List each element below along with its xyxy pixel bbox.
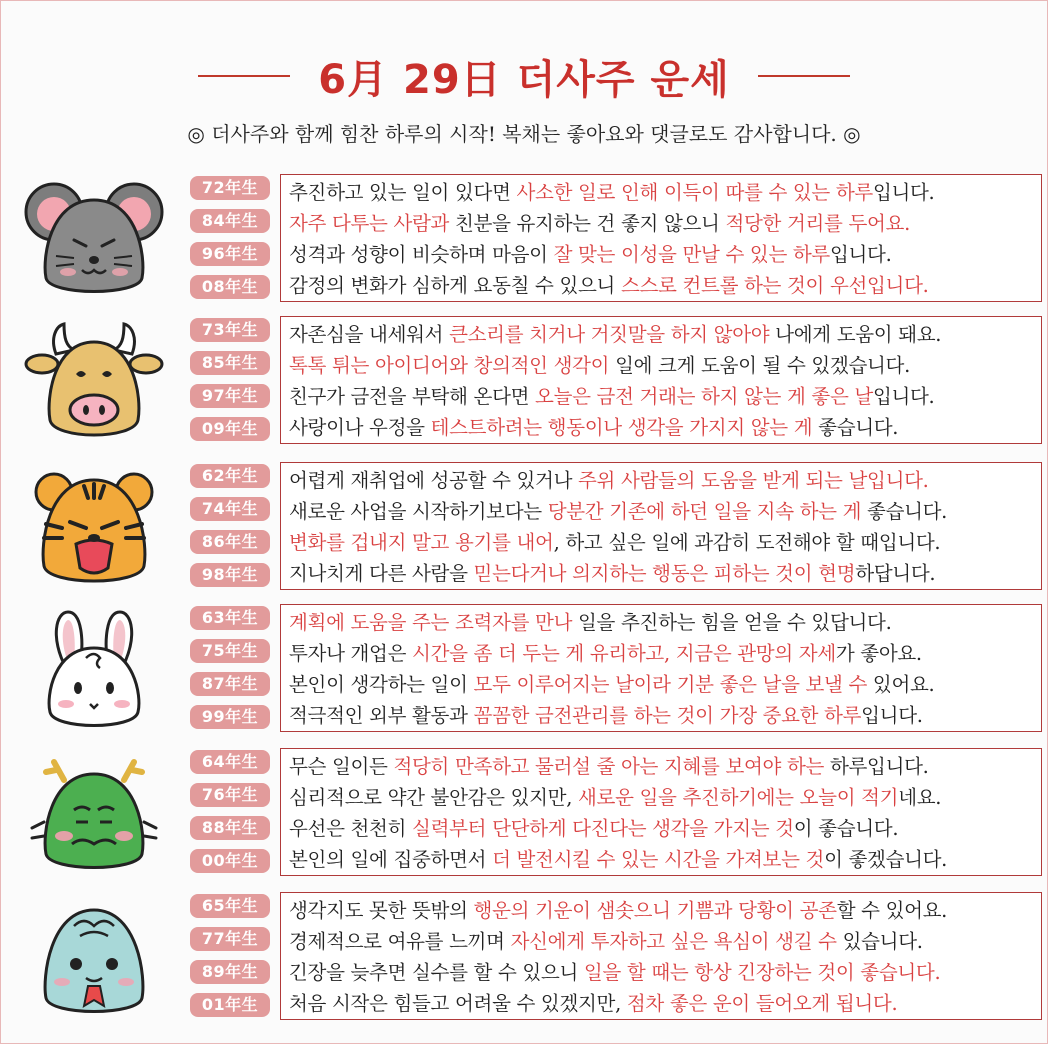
plain-text: 투자나 개업은 [289, 642, 413, 665]
tiger-icon [20, 466, 168, 590]
year-badge: 63年生 [190, 606, 270, 630]
highlight-text: 스스로 컨트롤 하는 것이 우선입니다. [620, 274, 929, 297]
fortune-line [289, 926, 1041, 957]
highlight-text: 변화를 겁내지 말고 용기를 내어 [289, 531, 554, 554]
highlight-text: 실력부터 단단하게 다진다는 생각을 가지는 것 [412, 817, 794, 840]
plain-text: 할 수 있어요. [836, 899, 948, 922]
plain-text: 경제적으로 여유를 느끼며 [289, 930, 511, 953]
year-badge: 64年生 [190, 750, 270, 774]
fortune-box [280, 604, 1042, 732]
fortune-line [289, 381, 1041, 412]
fortune-line [289, 607, 1041, 638]
plain-text: 있어요. [867, 673, 935, 696]
fortune-group [0, 604, 1048, 736]
highlight-text: 일을 할 때는 항상 긴장하는 것이 좋습니다. [583, 961, 941, 984]
plain-text: 입니다. [829, 243, 892, 266]
plain-text: 적극적인 외부 활동과 [289, 704, 474, 727]
year-badge: 08年生 [190, 275, 270, 299]
plain-text: 하루입니다. [824, 755, 929, 778]
plain-text: 입니다. [861, 704, 923, 727]
plain-text: 이 좋습니다. [793, 817, 899, 840]
plain-text: 입니다. [872, 385, 935, 408]
plain-text: 사랑이나 우정을 [289, 416, 431, 439]
title-rule-left [198, 75, 290, 77]
year-badge: 01年生 [190, 993, 270, 1017]
fortune-line [289, 669, 1041, 700]
plain-text: 심리적으로 약간 불안감은 있지만, [289, 786, 579, 809]
year-badge: 96年生 [190, 242, 270, 266]
fortune-box [280, 748, 1042, 876]
plain-text: 가 좋아요. [835, 642, 922, 665]
year-badge: 87年生 [190, 672, 270, 696]
year-badges [190, 176, 270, 308]
fortune-line [289, 208, 1041, 239]
plain-text: 이 좋겠습니다. [824, 848, 948, 871]
year-badge: 62年生 [190, 464, 270, 488]
highlight-text: 적당한 거리를 두어요. [725, 212, 910, 235]
fortune-line [289, 412, 1041, 443]
fortune-group [0, 748, 1048, 880]
year-badges [190, 318, 270, 450]
highlight-text: 시간을 좀 더 두는 게 유리하고, 지금은 관망의 자세 [412, 642, 836, 665]
plain-text: 새로운 사업을 시작하기보다는 [289, 500, 548, 523]
plain-text: 어렵게 재취업에 성공할 수 있거나 [289, 469, 579, 492]
fortune-line [289, 177, 1041, 208]
title-rule-right [758, 75, 850, 77]
highlight-text: 자신에게 투자하고 싶은 욕심이 생길 수 [510, 930, 837, 953]
highlight-text: 행운의 기운이 샘솟으니 기쁨과 당황이 공존 [473, 899, 837, 922]
year-badge: 88年生 [190, 816, 270, 840]
year-badges [190, 750, 270, 882]
fortune-group [0, 174, 1048, 306]
plain-text: 일을 추진하는 힘을 얻을 수 있답니다. [572, 611, 892, 634]
highlight-text: 큰소리를 치거나 거짓말을 하지 않아야 [449, 323, 770, 346]
highlight-text: 모두 이루어지는 날이라 기분 좋은 날을 보낼 수 [473, 673, 868, 696]
highlight-text: 주위 사람들의 도움을 받게 되는 날입니다. [578, 469, 929, 492]
plain-text: 자존심을 내세워서 [289, 323, 450, 346]
title-row [0, 44, 1048, 108]
fortune-line [289, 813, 1041, 844]
plain-text: 긴장을 늦추면 실수를 할 수 있으니 [289, 961, 584, 984]
plain-text: , 하고 싶은 일에 과감히 도전해야 할 때입니다. [553, 531, 941, 554]
fortune-line [289, 751, 1041, 782]
highlight-text: 톡톡 튀는 아이디어와 창의적인 생각이 [289, 354, 610, 377]
fortune-line [289, 895, 1041, 926]
fortune-line [289, 638, 1041, 669]
year-badge: 98年生 [190, 563, 270, 587]
plain-text: 성격과 성향이 비슷하며 마음이 [289, 243, 554, 266]
fortune-box [280, 892, 1042, 1020]
highlight-text: 새로운 일을 추진하기에는 오늘이 적기 [578, 786, 899, 809]
plain-text: 친구가 금전을 부탁해 온다면 [289, 385, 536, 408]
page-title: 6月 29日 더사주 운세 [318, 56, 730, 103]
fortune-line [289, 270, 1041, 301]
fortune-line [289, 527, 1041, 558]
plain-text: 입니다. [872, 181, 935, 204]
year-badges [190, 606, 270, 738]
plain-text: 좋습니다. [812, 416, 899, 439]
year-badge: 84年生 [190, 209, 270, 233]
fortune-line [289, 782, 1041, 813]
highlight-text: 사소한 일로 인해 이득이 따를 수 있는 하루 [516, 181, 873, 204]
year-badge: 75年生 [190, 639, 270, 663]
fortune-line [289, 239, 1041, 270]
year-badge: 77年生 [190, 927, 270, 951]
highlight-text: 자주 다투는 사람과 [289, 212, 450, 235]
fortune-line [289, 350, 1041, 381]
year-badges [190, 464, 270, 596]
plain-text: 있습니다. [836, 930, 923, 953]
plain-text: 본인의 일에 집중하면서 [289, 848, 493, 871]
year-badge: 73年生 [190, 318, 270, 342]
highlight-text: 계획에 도움을 주는 조력자를 만나 [289, 611, 573, 634]
fortune-line [289, 844, 1041, 875]
highlight-text: 적당히 만족하고 물러설 줄 아는 지혜를 보여야 하는 [393, 755, 825, 778]
year-badge: 00年生 [190, 849, 270, 873]
plain-text: 추진하고 있는 일이 있다면 [289, 181, 517, 204]
fortune-box [280, 316, 1042, 444]
year-badge: 97年生 [190, 384, 270, 408]
year-badges [190, 894, 270, 1026]
year-badge: 74年生 [190, 497, 270, 521]
fortune-line [289, 957, 1041, 988]
plain-text: 친분을 유지하는 건 좋지 않으니 [449, 212, 726, 235]
plain-text: 무슨 일이든 [289, 755, 394, 778]
plain-text: 네요. [898, 786, 942, 809]
highlight-text: 테스트하려는 행동이나 생각을 가지지 않는 게 [430, 416, 813, 439]
year-badge: 76年生 [190, 783, 270, 807]
fortune-box [280, 174, 1042, 302]
fortune-line [289, 319, 1041, 350]
fortune-line [289, 988, 1041, 1019]
year-badge: 72年生 [190, 176, 270, 200]
highlight-text: 당분간 기존에 하던 일을 지속 하는 게 [547, 500, 862, 523]
rat-icon [20, 178, 168, 302]
plain-text: 감정의 변화가 심하게 요동칠 수 있으니 [289, 274, 621, 297]
fortune-group [0, 892, 1048, 1024]
plain-text: 생각지도 못한 뜻밖의 [289, 899, 474, 922]
fortune-line [289, 558, 1041, 589]
highlight-text: 오늘은 금전 거래는 하지 않는 게 좋은 날 [535, 385, 873, 408]
fortune-line [289, 496, 1041, 527]
plain-text: 좋습니다. [861, 500, 948, 523]
highlight-text: 잘 맞는 이성을 만날 수 있는 하루 [553, 243, 830, 266]
fortune-box [280, 462, 1042, 590]
highlight-text: 믿는다거나 의지하는 행동은 피하는 것이 현명 [473, 562, 856, 585]
ox-icon [20, 320, 168, 444]
year-badge: 09年生 [190, 417, 270, 441]
page-subtitle: ◎ 더사주와 함께 힘찬 하루의 시작! 복채는 좋아요와 댓글로도 감사합니다. ◎ [187, 122, 861, 146]
snake-icon [20, 896, 168, 1020]
rabbit-icon [20, 608, 168, 732]
highlight-text: 점차 좋은 운이 들어오게 됩니다. [626, 992, 898, 1015]
fortune-line [289, 465, 1041, 496]
plain-text: 나에게 도움이 돼요. [769, 323, 942, 346]
fortune-line [289, 700, 1041, 731]
highlight-text: 꼼꼼한 금전관리를 하는 것이 가장 중요한 하루 [473, 704, 862, 727]
year-badge: 99年生 [190, 705, 270, 729]
fortune-group [0, 316, 1048, 448]
plain-text: 일에 크게 도움이 될 수 있겠습니다. [609, 354, 910, 377]
plain-text: 처음 시작은 힘들고 어려울 수 있겠지만, [289, 992, 627, 1015]
plain-text: 하답니다. [855, 562, 936, 585]
year-badge: 65年生 [190, 894, 270, 918]
fortune-group [0, 462, 1048, 594]
plain-text: 우선은 천천히 [289, 817, 413, 840]
year-badge: 86年生 [190, 530, 270, 554]
plain-text: 지나치게 다른 사람을 [289, 562, 474, 585]
year-badge: 85年生 [190, 351, 270, 375]
plain-text: 본인이 생각하는 일이 [289, 673, 474, 696]
dragon-icon [20, 752, 168, 876]
highlight-text: 더 발전시킬 수 있는 시간을 가져보는 것 [492, 848, 825, 871]
year-badge: 89年生 [190, 960, 270, 984]
